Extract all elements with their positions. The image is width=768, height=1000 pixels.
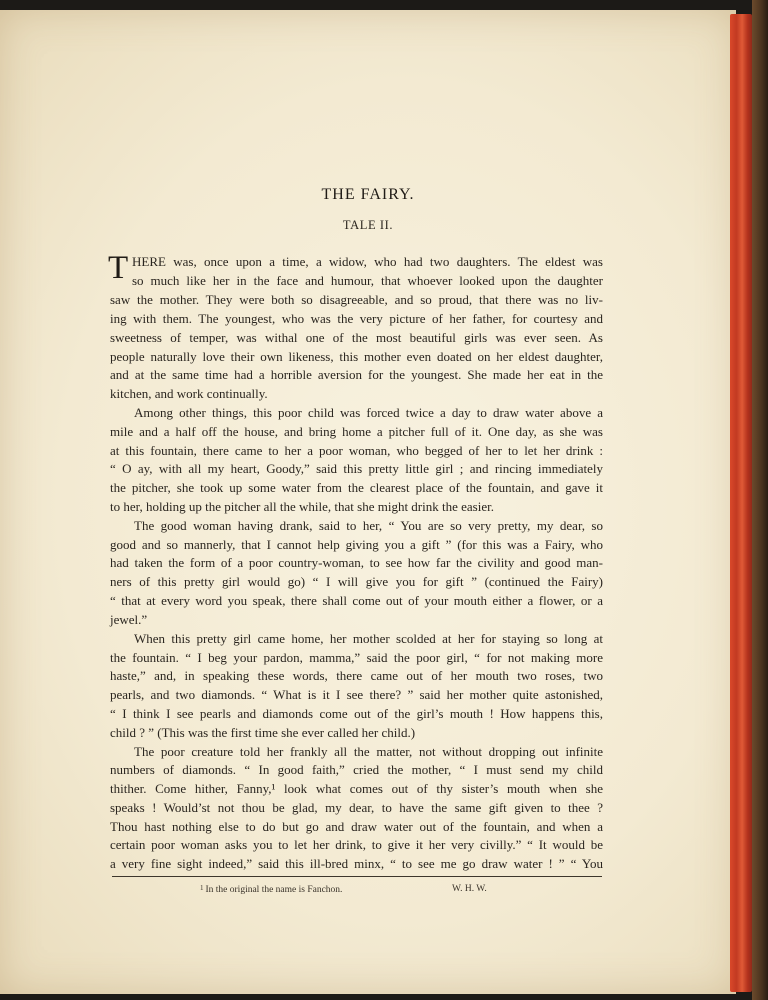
text-line: child ? ” (This was the first time she ever called her child.) xyxy=(110,725,416,740)
text-line: numbers of diamonds. “ In good faith,” cried the mother, “ I must send my child xyxy=(110,762,603,777)
text-line: certain poor woman asks you to let her drink, to give it her very civilly.” “ It would be xyxy=(110,837,603,852)
footnote-text: In the original the name is Fanchon. xyxy=(205,885,343,895)
text-line: Thou hast nothing else to do but go and draw water out of the fountain, and when a xyxy=(110,819,603,834)
footnote-rule xyxy=(112,876,602,877)
page-title: THE FAIRY. xyxy=(321,186,415,203)
tale-number: TALE II. xyxy=(342,218,394,232)
text-line: good and so mannerly, that I cannot help giving you a gift ” (for this was a Fairy, who xyxy=(110,537,603,552)
text-line: “ O ay, with all my heart, Goody,” said this pretty little girl ; and rincing immediately xyxy=(110,461,603,476)
text-line: HERE was, once upon a time, a widow, who had two daughters. The eldest was xyxy=(132,254,603,269)
text-line: “ that at every word you speak, there shall come out of your mouth either a flower, or a xyxy=(110,593,603,608)
text-line: so much like her in the face and humour, that whoever looked upon the daughter xyxy=(132,273,603,288)
text-line: ing with them. The youngest, who was the very picture of her father, for courtesy and xyxy=(110,311,603,326)
text-line: to her, holding up the pitcher all the while, that she might drink the easier. xyxy=(110,499,494,514)
text-line: and at the same time had a horrible aversion for the youngest. She made her eat in the xyxy=(110,367,603,382)
book-page xyxy=(0,10,736,994)
text-line: jewel.” xyxy=(110,612,148,627)
footnote-initials: W. H. W. xyxy=(452,884,487,894)
text-line: the pitcher, she took up some water from the clearest place of the fountain, and gave it xyxy=(110,480,603,495)
text-line: speaks ! Would’st not thou be glad, my dear, to have the same gift given to thee ? xyxy=(110,800,603,815)
text-line: “ I think I see pearls and diamonds come out of the girl’s mouth ! How happens this, xyxy=(110,706,603,721)
text-line: ners of this pretty girl would go) “ I will give you for gift ” (continued the Fairy) xyxy=(110,574,603,589)
text-line: mile and a half off the house, and bring home a pitcher full of it. One day, as she was xyxy=(110,424,603,439)
text-line: pearls, and two diamonds. “ What is it I see there? ” said her mother quite astonished, xyxy=(110,687,603,702)
text-line: saw the mother. They were both so disagreeable, and so proud, that there was no liv- xyxy=(110,292,603,307)
text-line: The good woman having drank, said to her, “ You are so very pretty, my dear, so xyxy=(134,518,603,533)
text-line: at this fountain, there came to her a poor woman, who begged of her to let her drink : xyxy=(110,443,603,458)
text-line: people naturally love their own likeness, this mother even doated on her eldest daughter, xyxy=(110,349,603,364)
red-page-edge xyxy=(730,14,752,992)
book-spine xyxy=(752,0,768,1000)
drop-cap: T xyxy=(108,250,129,286)
text-line: thither. Come hither, Fanny,¹ look what comes out of thy sister’s mouth when she xyxy=(110,781,603,796)
text-line: haste,” and, in speaking these words, there came out of her mouth two roses, two xyxy=(110,668,603,683)
text-line: had taken the form of a poor country-woman, to see how far the civility and good man- xyxy=(110,555,603,570)
footnote-marker: 1 xyxy=(200,884,204,892)
text-line: sweetness of temper, was withal one of the most beautiful girls was ever seen. As xyxy=(110,330,603,345)
footnote xyxy=(200,884,342,895)
text-line: the fountain. “ I beg your pardon, mamma,” said the poor girl, “ for not making more xyxy=(110,650,603,665)
text-line: Among other things, this poor child was forced twice a day to draw water above a xyxy=(134,405,603,420)
text-line: kitchen, and work continually. xyxy=(110,386,268,401)
text-line: When this pretty girl came home, her mother scolded at her for staying so long at xyxy=(134,631,603,646)
text-line: The poor creature told her frankly all the matter, not without dropping out infinite xyxy=(134,744,603,759)
text-line: a very fine sight indeed,” said this ill-bred minx, “ to see me go draw water ! ” “ You xyxy=(110,856,603,871)
